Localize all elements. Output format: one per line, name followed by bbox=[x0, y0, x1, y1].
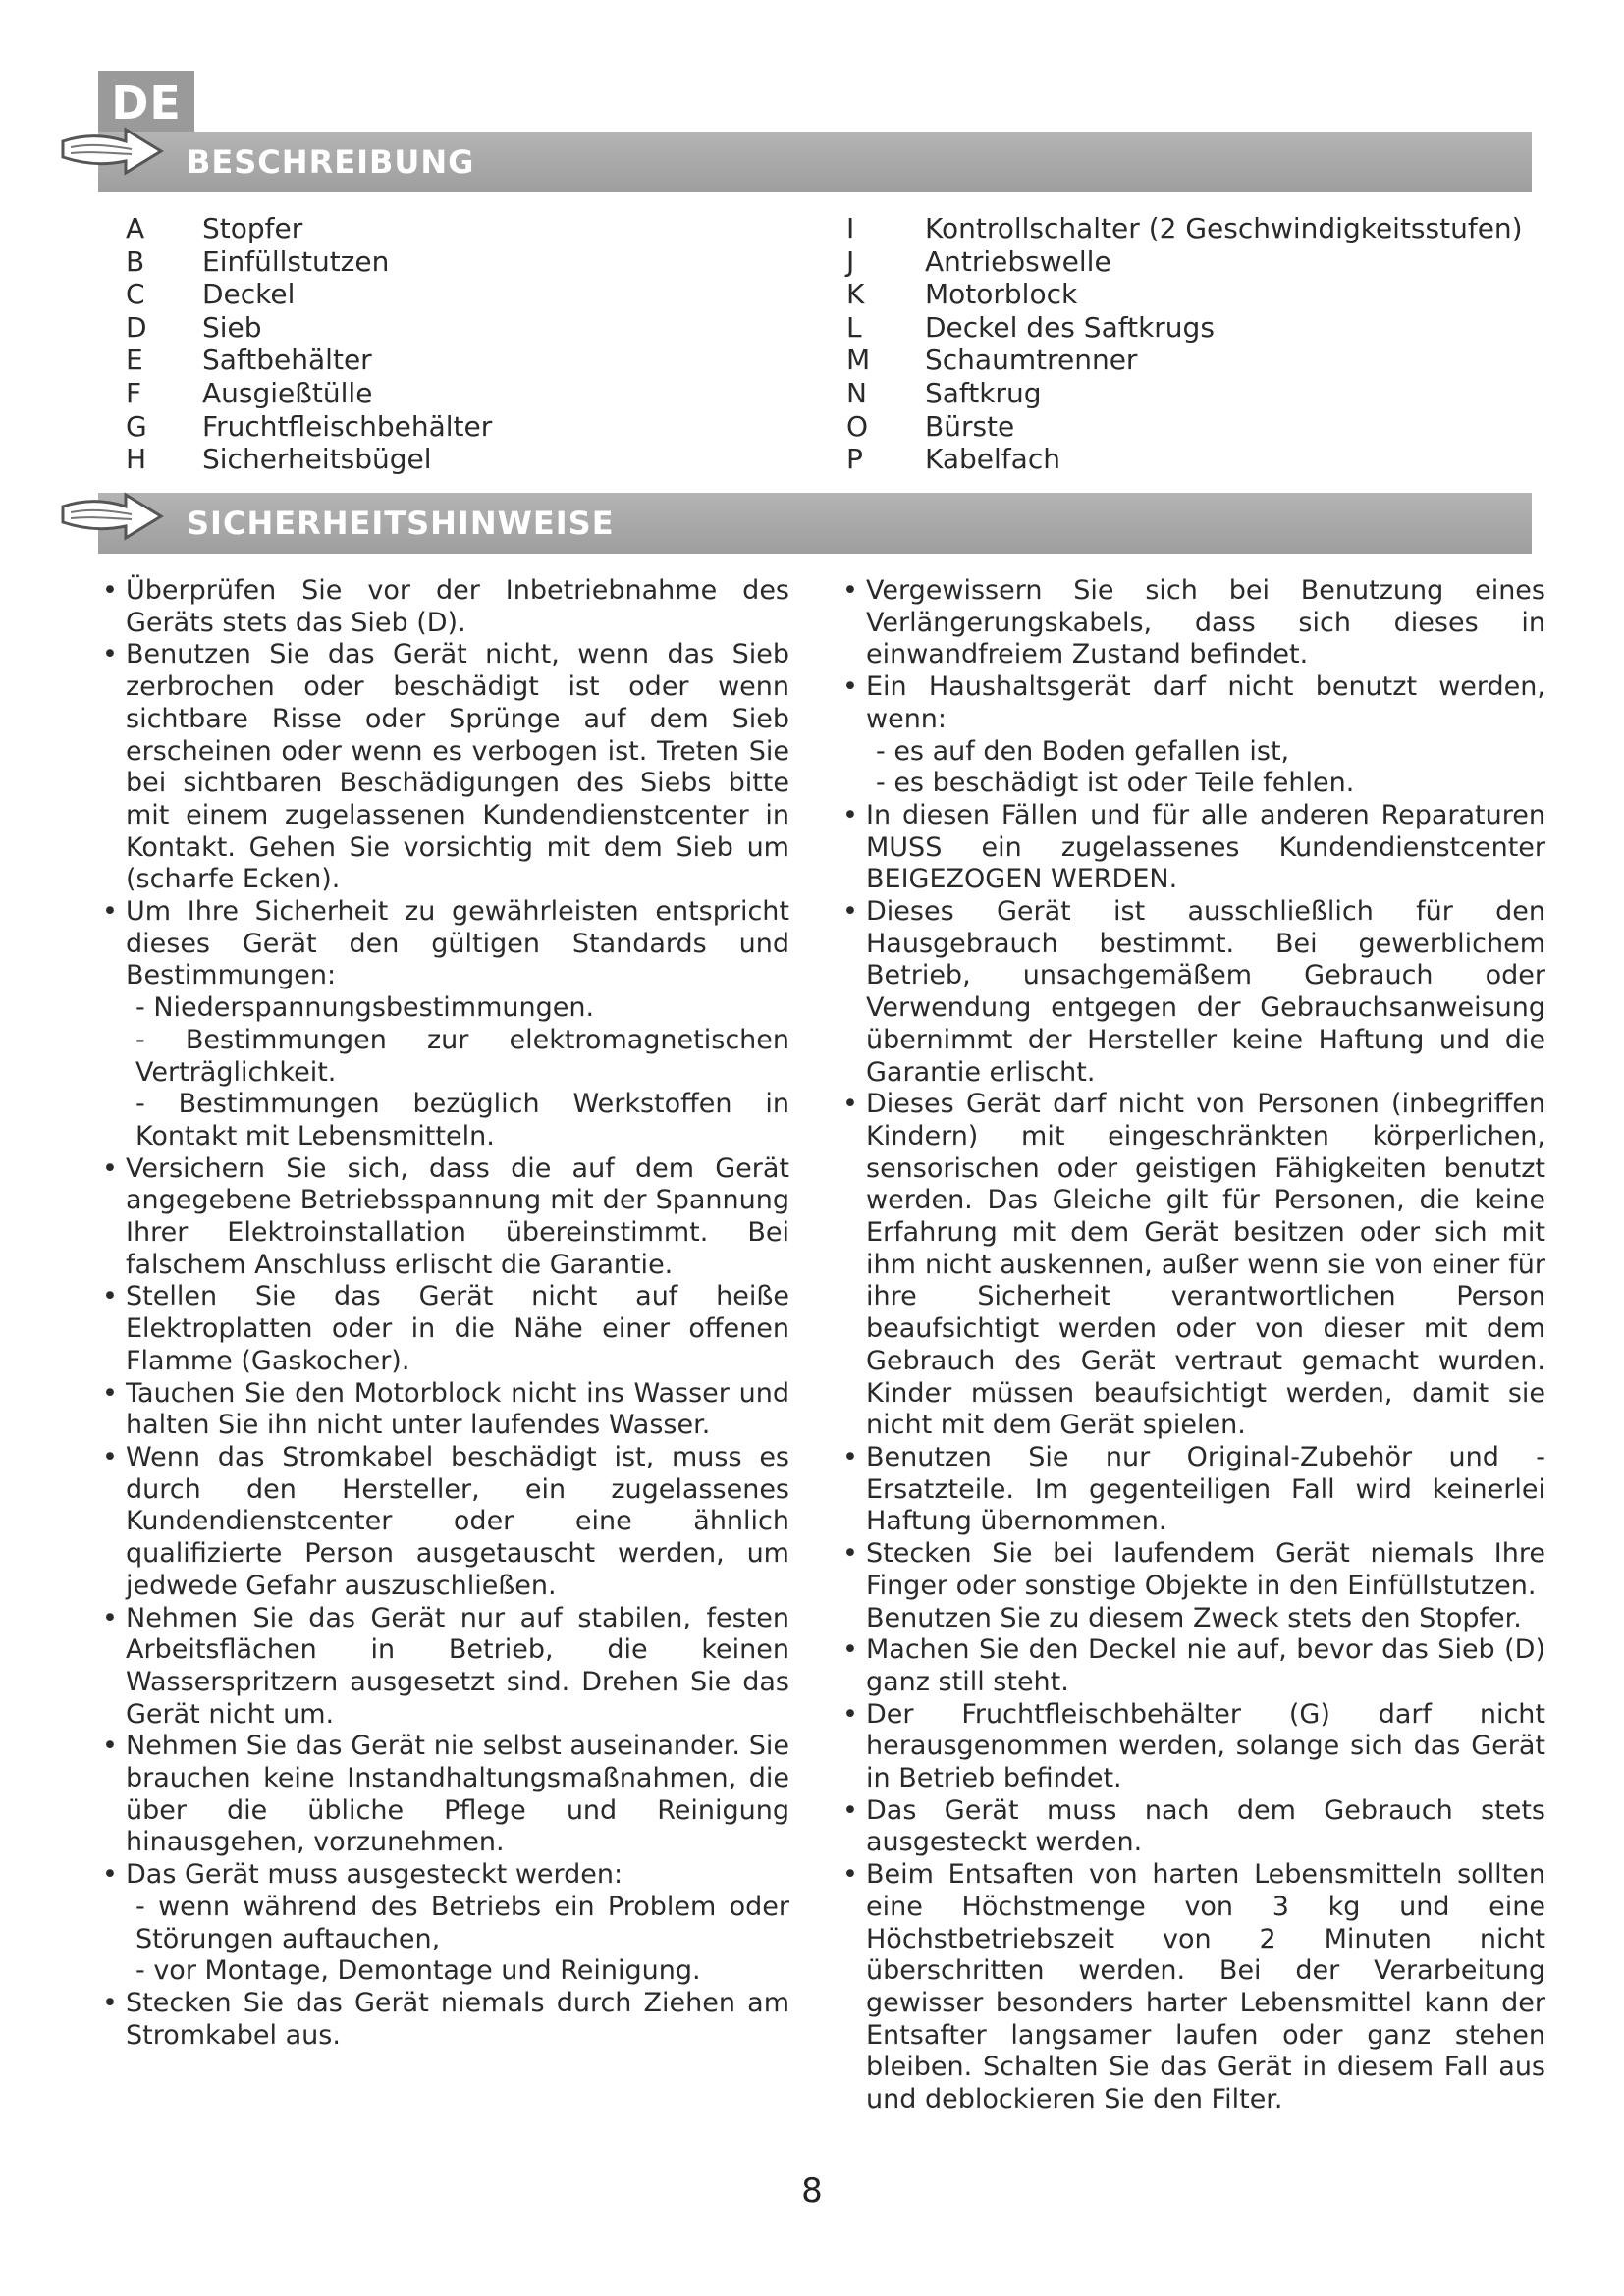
part-name: Deckel des Saftkrugs bbox=[925, 310, 1215, 344]
part-letter: M bbox=[846, 344, 871, 377]
safety-bullet-text: • Nehmen Sie das Gerät nie selbst auseinander. Sie brauchen keine Instandhaltungsmaßnahmen, die über die übliche Pflege und Reinigung hinausgehen, vorzunehmen. bbox=[126, 1731, 789, 1858]
section-title-safety: SICHERHEITSHINWEISE bbox=[187, 505, 615, 542]
page-number: 8 bbox=[801, 2171, 823, 2211]
safety-bullet-item bbox=[840, 575, 1545, 671]
safety-bullet-item bbox=[840, 1538, 1545, 1634]
safety-sub-item: - Bestimmungen zur elektromagnetischen Verträglichkeit. bbox=[135, 1024, 789, 1088]
section-title-description: BESCHREIBUNG bbox=[187, 143, 475, 181]
part-letter: O bbox=[846, 409, 869, 443]
part-letter: F bbox=[126, 376, 142, 409]
part-letter: H bbox=[126, 443, 147, 476]
part-name: Deckel bbox=[202, 278, 296, 311]
safety-bullet-item bbox=[100, 1988, 789, 2052]
part-row bbox=[126, 377, 774, 410]
safety-bullet-item bbox=[100, 1603, 789, 1732]
part-letter: B bbox=[126, 244, 145, 278]
safety-bullet-item bbox=[840, 1859, 1545, 2116]
safety-bullet-text: • Versichern Sie sich, dass die auf dem Gerät angegebene Betriebsspannung mit der Spannung Ihrer Elektroinstallation übereinstimmt. Bei falschem Anschluss erlischt die Garantie. bbox=[126, 1152, 789, 1280]
safety-bullet-text: • Um Ihre Sicherheit zu gewährleisten entspricht dieses Gerät den gültigen Standards und Bestimmungen: bbox=[126, 896, 789, 991]
safety-bullet-text: • Das Gerät muss ausgesteckt werden: bbox=[126, 1859, 623, 1891]
parts-list-right bbox=[846, 212, 1553, 476]
part-name: Sieb bbox=[202, 310, 262, 344]
safety-bullet-item bbox=[100, 1281, 789, 1377]
part-letter: G bbox=[126, 409, 147, 443]
safety-bullet-item bbox=[840, 1442, 1545, 1538]
safety-sub-item: - vor Montage, Demontage und Reinigung. bbox=[135, 1955, 701, 1987]
part-name: Ausgießtülle bbox=[202, 376, 373, 409]
safety-bullet-item bbox=[100, 1442, 789, 1603]
safety-bullet-item bbox=[840, 1634, 1545, 1698]
part-name: Stopfer bbox=[202, 212, 303, 244]
safety-bullet-text: • Dieses Gerät ist ausschließlich für den Hausgebrauch bestimmt. Bei gewerblichem Betrieb, unsachgemäßem Gebrauch oder Verwendung entgegen der Gebrauchsanweisung übernimmt der Hersteller keine Haftung und die Garantie erlischt. bbox=[866, 896, 1545, 1088]
section-bar-safety bbox=[98, 493, 1532, 554]
part-row bbox=[126, 212, 774, 245]
safety-sub-item: - es auf den Boden gefallen ist, bbox=[876, 735, 1290, 767]
part-row bbox=[846, 344, 1553, 377]
safety-bullet-item bbox=[100, 1378, 789, 1442]
language-badge: DE bbox=[98, 71, 194, 135]
safety-sub-item: - wenn während des Betriebs ein Problem oder Störungen auftauchen, bbox=[135, 1891, 789, 1954]
part-name: Einfüllstutzen bbox=[202, 244, 390, 278]
safety-bullet-text: • Benutzen Sie nur Original-Zubehör und -Ersatzteile. Im gegenteiligen Fall wird keinerlei Haftung übernommen. bbox=[866, 1441, 1545, 1537]
part-row bbox=[846, 377, 1553, 410]
safety-sub-item: - es beschädigt ist oder Teile fehlen. bbox=[876, 768, 1355, 799]
part-letter: L bbox=[846, 310, 862, 344]
safety-bullet-text: • In diesen Fällen und für alle anderen Reparaturen MUSS ein zugelassenes Kundendienstcenter BEIGEZOGEN WERDEN. bbox=[866, 799, 1545, 895]
part-name: Antriebswelle bbox=[925, 244, 1111, 278]
part-letter: C bbox=[126, 278, 145, 311]
part-letter: E bbox=[126, 344, 143, 377]
safety-bullet-text: • Stecken Sie das Gerät niemals durch Ziehen am Stromkabel aus. bbox=[126, 1987, 789, 2051]
safety-bullet-item bbox=[100, 575, 789, 639]
part-letter: K bbox=[846, 278, 865, 311]
safety-bullet-text: • Stecken Sie bei laufendem Gerät niemals Ihre Finger oder sonstige Objekte in den Einfüllstutzen. bbox=[866, 1538, 1545, 1601]
safety-bullet-text: • Stellen Sie das Gerät nicht auf heiße Elektroplatten oder in die Nähe einer offenen Flamme (Gaskocher). bbox=[126, 1281, 789, 1376]
part-row bbox=[126, 443, 774, 476]
safety-bullet-item bbox=[840, 1089, 1545, 1442]
part-row bbox=[126, 311, 774, 345]
safety-bullet-text: • Benutzen Sie das Gerät nicht, wenn das Sieb zerbrochen oder beschädigt ist oder wenn sichtbare Risse oder Sprünge auf dem Sieb erscheinen oder wenn es verbogen ist. Treten Sie bei sichtbaren Beschädigungen des Siebs bitte mit einem zugelassenen Kundendienstcenter in Kontakt. Gehen Sie vorsichtig mit dem Sieb um (scharfe Ecken). bbox=[126, 639, 789, 895]
safety-column-left bbox=[100, 575, 789, 2052]
part-row bbox=[846, 278, 1553, 311]
safety-bullet-item bbox=[840, 896, 1545, 1089]
safety-bullet-text: • Nehmen Sie das Gerät nur auf stabilen, festen Arbeitsflächen in Betrieb, die keinen Wasserspritzern ausgesetzt sind. Drehen Sie das Gerät nicht um. bbox=[126, 1602, 789, 1730]
safety-bullet-text: • Tauchen Sie den Motorblock nicht ins Wasser und halten Sie ihn nicht unter laufendes Wasser. bbox=[126, 1377, 789, 1441]
part-name: Fruchtfleischbehälter bbox=[202, 409, 493, 443]
arrow-icon bbox=[57, 120, 167, 183]
part-letter: I bbox=[846, 212, 855, 244]
safety-bullet-item bbox=[100, 1731, 789, 1859]
part-name: Kontrollschalter (2 Geschwindigkeitsstufen) bbox=[925, 212, 1523, 244]
safety-bullet-item bbox=[840, 1795, 1545, 1859]
part-row bbox=[846, 410, 1553, 444]
part-name: Saftkrug bbox=[925, 376, 1042, 409]
safety-bullet-item bbox=[840, 1699, 1545, 1795]
part-letter: P bbox=[846, 443, 863, 476]
part-letter: J bbox=[846, 244, 855, 278]
arrow-icon bbox=[57, 485, 167, 548]
safety-bullet-text: • Machen Sie den Deckel nie auf, bevor das Sieb (D) ganz still steht. bbox=[866, 1634, 1545, 1697]
part-letter: N bbox=[846, 376, 867, 409]
safety-sub-item: - Niederspannungsbestimmungen. bbox=[135, 992, 595, 1024]
part-letter: D bbox=[126, 310, 147, 344]
part-name: Saftbehälter bbox=[202, 344, 372, 377]
part-name: Motorblock bbox=[925, 278, 1078, 311]
part-letter: A bbox=[126, 212, 145, 244]
part-row bbox=[126, 278, 774, 311]
safety-column-right bbox=[840, 575, 1545, 2116]
parts-list-left bbox=[126, 212, 774, 476]
safety-sub-item: - Bestimmungen bezüglich Werkstoffen in Kontakt mit Lebensmitteln. bbox=[135, 1089, 789, 1151]
part-name: Schaumtrenner bbox=[925, 344, 1138, 377]
part-row bbox=[846, 245, 1553, 279]
safety-bullet-text: • Überprüfen Sie vor der Inbetriebnahme des Geräts stets das Sieb (D). bbox=[126, 575, 789, 638]
part-row bbox=[126, 245, 774, 279]
safety-bullet-item bbox=[100, 1153, 789, 1282]
part-name: Kabelfach bbox=[925, 443, 1060, 476]
part-row bbox=[846, 311, 1553, 345]
safety-bullet-item bbox=[840, 671, 1545, 800]
safety-bullet-item bbox=[100, 1859, 789, 1988]
safety-bullet-text: • Beim Entsaften von harten Lebensmitteln sollten eine Höchstmenge von 3 kg und eine Höchstbetriebszeit von 2 Minuten nicht überschritten werden. Bei der Verarbeitung gewisser besonders harter Lebensmittel kann der Entsafter langsamer laufen oder ganz stehen bleiben. Schalten Sie das Gerät in diesem Fall aus und deblockieren Sie den Filter. bbox=[866, 1859, 1545, 2115]
safety-bullet-item bbox=[840, 800, 1545, 896]
safety-bullet-text: • Ein Haushaltsgerät darf nicht benutzt werden, wenn: bbox=[866, 671, 1545, 734]
safety-sub-item: Benutzen Sie zu diesem Zweck stets den Stopfer. bbox=[866, 1602, 1522, 1633]
part-row bbox=[126, 410, 774, 444]
part-row bbox=[846, 443, 1553, 476]
safety-bullet-text: • Der Fruchtfleischbehälter (G) darf nicht herausgenommen werden, solange sich das Gerät in Betrieb befindet. bbox=[866, 1698, 1545, 1794]
section-bar-description bbox=[98, 132, 1532, 192]
safety-bullet-text: • Wenn das Stromkabel beschädigt ist, muss es durch den Hersteller, ein zugelassenes Kundendienstcenter oder eine ähnlich qualifizierte Person ausgetauscht werden, um jedwede Gefahr auszuschließen. bbox=[126, 1441, 789, 1601]
safety-bullet-text: • Das Gerät muss nach dem Gebrauch stets ausgesteckt werden. bbox=[866, 1794, 1545, 1858]
safety-bullet-text: • Dieses Gerät darf nicht von Personen (inbegriffen Kindern) mit eingeschränkten körperlichen, sensorischen oder geistigen Fähigkeiten benutzt werden. Das Gleiche gilt für Personen, die keine Erfahrung mit dem Gerät besitzen oder sich mit ihm nicht auskennen, außer wenn sie von einer für ihre Sicherheit verantwortlichen Person beaufsichtigt werden oder von dieser mit dem Gebrauch des Gerät vertraut gemacht wurden. Kinder müssen beaufsichtigt werden, damit sie nicht mit dem Gerät spielen. bbox=[866, 1089, 1545, 1441]
part-row bbox=[846, 212, 1553, 245]
safety-bullet-text: • Vergewissern Sie sich bei Benutzung eines Verlängerungskabels, dass sich dieses in einwandfreiem Zustand befindet. bbox=[866, 575, 1545, 670]
part-name: Sicherheitsbügel bbox=[202, 443, 432, 476]
safety-bullet-item bbox=[100, 639, 789, 896]
part-name: Bürste bbox=[925, 409, 1015, 443]
safety-bullet-item bbox=[100, 896, 789, 1153]
part-row bbox=[126, 344, 774, 377]
